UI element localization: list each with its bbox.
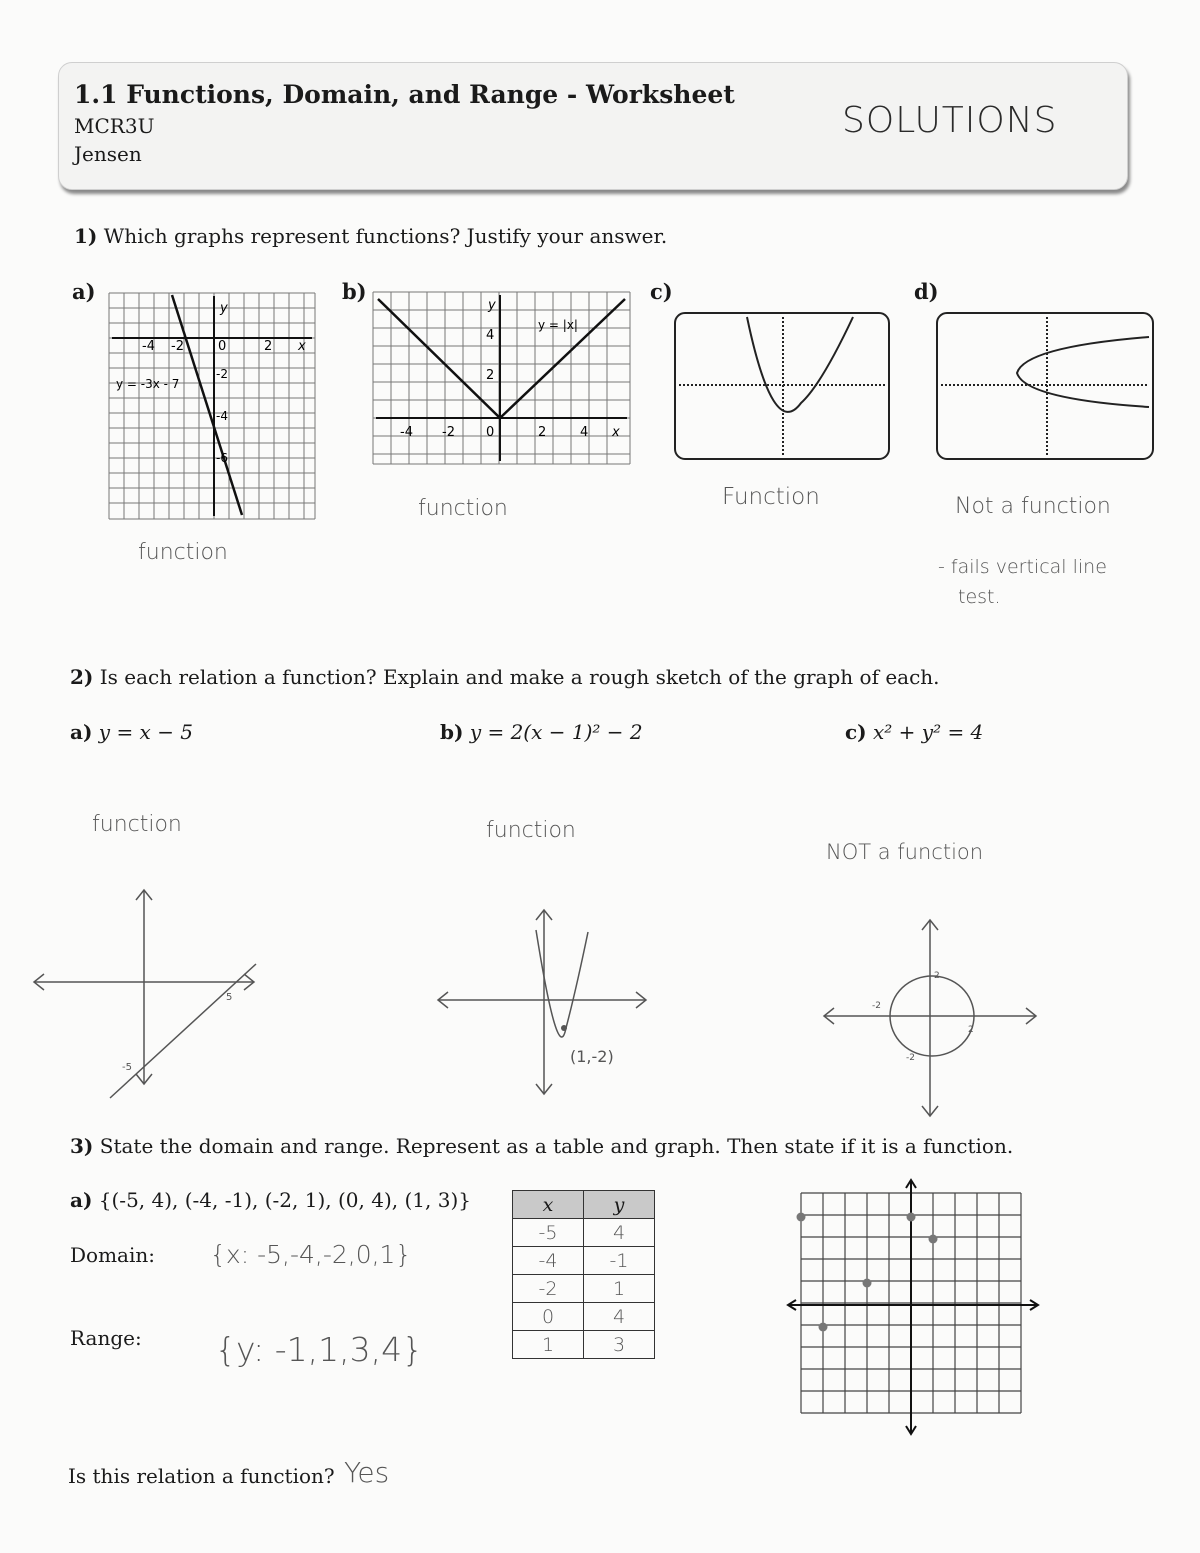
- svg-text:2: 2: [968, 1025, 974, 1035]
- q1c-answer: Function: [722, 484, 820, 510]
- svg-text:-4: -4: [142, 339, 155, 354]
- svg-text:-2: -2: [442, 425, 455, 440]
- course-code: MCR3U: [74, 114, 155, 138]
- q1d-graph: [935, 311, 1157, 463]
- function-question-answer: Yes: [344, 1456, 390, 1489]
- plotted-point: [797, 1213, 806, 1222]
- q1c-graph: [673, 311, 893, 463]
- table-row: 0 4: [513, 1303, 655, 1331]
- q3-grid: [786, 1178, 1042, 1438]
- svg-text:(1,-2): (1,-2): [570, 1047, 614, 1066]
- svg-text:-2: -2: [216, 367, 228, 381]
- svg-text:2: 2: [538, 425, 547, 440]
- q2a-equation: a) y = x − 5: [70, 720, 194, 744]
- domain-answer: {x: -5,-4,-2,0,1}: [210, 1240, 412, 1269]
- solutions-stamp: SOLUTIONS: [842, 100, 1058, 141]
- q2b-sketch: [432, 904, 662, 1100]
- svg-text:-2: -2: [171, 339, 184, 354]
- range-answer: {y: -1,1,3,4}: [215, 1330, 424, 1369]
- q2c-sketch: [818, 914, 1044, 1124]
- svg-text:y: y: [488, 298, 496, 313]
- table-row: -4 -1: [513, 1247, 655, 1275]
- q1a-answer: function: [138, 540, 228, 565]
- svg-text:2: 2: [486, 368, 495, 383]
- svg-text:0: 0: [218, 339, 227, 354]
- plotted-point: [863, 1279, 872, 1288]
- plotted-point: [907, 1213, 916, 1222]
- q3a-relation: a) {(-5, 4), (-4, -1), (-2, 1), (0, 4), (1, 3)}: [70, 1188, 471, 1212]
- q1d-note-line1: - fails vertical line: [938, 556, 1107, 578]
- q2b-answer: function: [486, 818, 576, 843]
- svg-text:-4: -4: [400, 425, 413, 440]
- svg-text:-2: -2: [872, 1001, 881, 1011]
- svg-text:x: x: [298, 339, 306, 354]
- svg-text:-4: -4: [216, 409, 228, 423]
- plotted-point: [819, 1323, 828, 1332]
- range-label: Range:: [70, 1326, 142, 1350]
- svg-text:-5: -5: [122, 1062, 132, 1073]
- plotted-point: [929, 1235, 938, 1244]
- svg-text:4: 4: [486, 328, 495, 343]
- table-header-y: y: [584, 1191, 655, 1219]
- svg-text:2: 2: [264, 339, 273, 354]
- q1b-answer: function: [418, 496, 508, 521]
- q3-prompt: 3) State the domain and range. Represent as a table and graph. Then state if it is a function.: [70, 1134, 1014, 1158]
- svg-text:x: x: [612, 425, 620, 440]
- q2b-equation: b) y = 2(x − 1)² − 2: [440, 720, 643, 744]
- q1b-label: b): [342, 279, 367, 304]
- svg-text:y = |x|: y = |x|: [538, 318, 578, 332]
- values-table: [512, 1190, 655, 1359]
- teacher-name: Jensen: [74, 142, 142, 166]
- q2c-equation: c) x² + y² = 4: [845, 720, 984, 744]
- domain-label: Domain:: [70, 1243, 155, 1267]
- svg-text:2: 2: [934, 971, 940, 981]
- q1-prompt: 1) Which graphs represent functions? Justify your answer.: [74, 224, 668, 248]
- q1d-label: d): [914, 279, 939, 304]
- table-row: 1 3: [513, 1331, 655, 1359]
- page-title: 1.1 Functions, Domain, and Range - Worksheet: [74, 80, 735, 109]
- table-row: -2 1: [513, 1275, 655, 1303]
- svg-text:y = -3x - 7: y = -3x - 7: [116, 377, 180, 391]
- table-header-x: x: [513, 1191, 584, 1219]
- q1d-note-line2: test.: [958, 586, 1001, 608]
- svg-text:-2: -2: [906, 1053, 915, 1063]
- q1d-answer: Not a function: [955, 494, 1111, 519]
- svg-text:0: 0: [486, 425, 495, 440]
- svg-text:5: 5: [226, 992, 233, 1003]
- svg-text:-6: -6: [216, 451, 228, 465]
- q2c-answer: NOT a function: [826, 840, 984, 864]
- q1c-label: c): [650, 279, 673, 304]
- q1b-graph: [372, 291, 632, 466]
- svg-text:y: y: [220, 301, 228, 316]
- q2a-sketch: [28, 884, 268, 1104]
- q2a-answer: function: [92, 812, 182, 837]
- q1a-graph: [108, 292, 316, 520]
- q1a-label: a): [72, 279, 96, 304]
- q2-prompt: 2) Is each relation a function? Explain and make a rough sketch of the graph of each.: [70, 665, 940, 689]
- table-row: -5 4: [513, 1219, 655, 1247]
- function-question: Is this relation a function?: [68, 1464, 335, 1488]
- svg-text:4: 4: [580, 425, 589, 440]
